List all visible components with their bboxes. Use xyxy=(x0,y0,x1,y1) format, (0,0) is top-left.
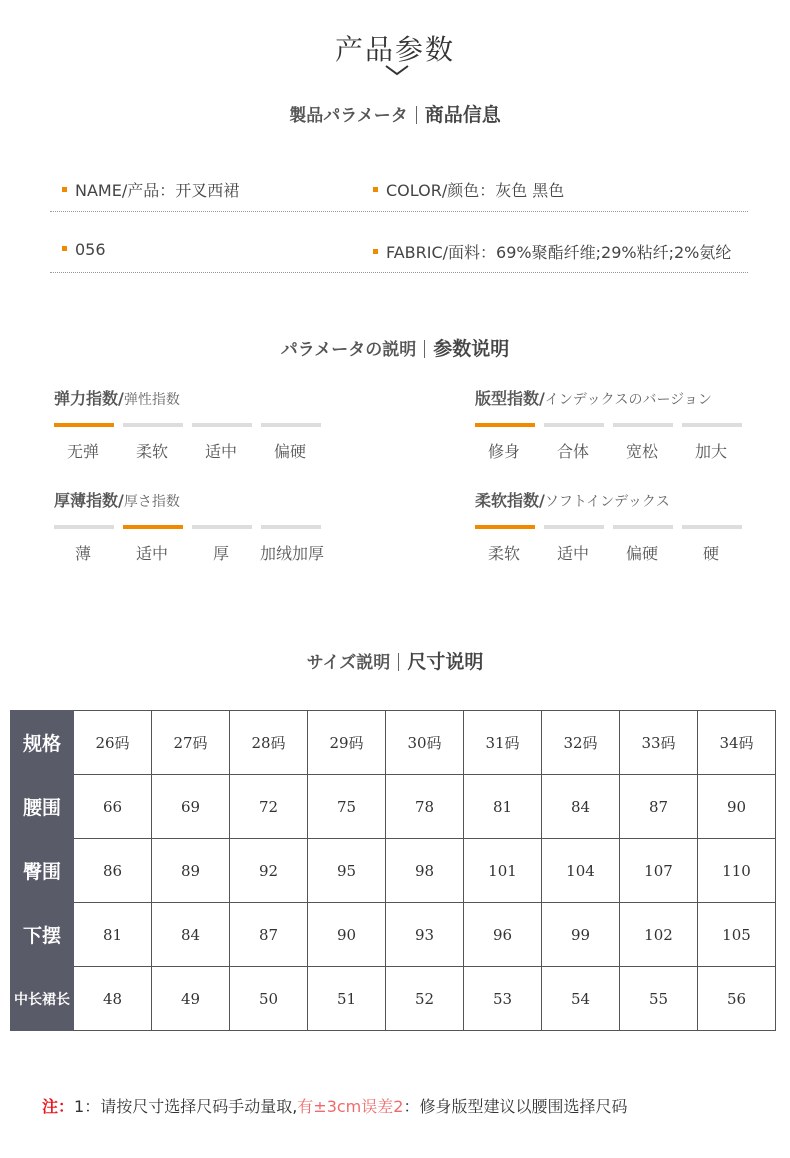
table-cell: 87 xyxy=(620,775,698,839)
section-title-params-jp: パラメータの説明 xyxy=(280,340,417,360)
table-cell: 104 xyxy=(542,839,620,903)
table-cell: 48 xyxy=(74,967,152,1031)
table-cell: 98 xyxy=(386,839,464,903)
section-title-size xyxy=(0,647,790,674)
param-option-label: 适中 xyxy=(204,442,237,461)
table-cell: 72 xyxy=(230,775,308,839)
param-title xyxy=(475,488,670,511)
param-option-label: 加绒加厚 xyxy=(260,544,325,563)
param-title-sub: ソフトインデックス xyxy=(544,494,670,510)
param-bar xyxy=(682,423,742,427)
param-option-label: 宽松 xyxy=(625,442,658,461)
table-cell: 49 xyxy=(152,967,230,1031)
table-cell: 92 xyxy=(230,839,308,903)
param-option-label: 薄 xyxy=(74,544,91,563)
table-cell: 31码 xyxy=(464,711,542,775)
table-cell: 86 xyxy=(74,839,152,903)
table-cell: 90 xyxy=(698,775,776,839)
table-cell: 93 xyxy=(386,903,464,967)
param-bar xyxy=(613,423,673,427)
table-cell: 87 xyxy=(230,903,308,967)
table-cell: 69 xyxy=(152,775,230,839)
table-cell: 51 xyxy=(308,967,386,1031)
dotted-divider xyxy=(50,211,748,212)
bullet-icon xyxy=(62,246,67,251)
table-cell: 96 xyxy=(464,903,542,967)
chevron-down-icon xyxy=(384,62,410,78)
param-option-label: 硬 xyxy=(702,544,719,563)
table-cell: 34码 xyxy=(698,711,776,775)
table-cell: 84 xyxy=(542,775,620,839)
section-title-product xyxy=(0,100,790,127)
info-color-text: COLOR/颜色：灰色 黑色 xyxy=(386,181,565,200)
table-cell: 54 xyxy=(542,967,620,1031)
param-option-label: 适中 xyxy=(135,544,168,563)
row-header: 下摆 xyxy=(11,903,74,967)
divider xyxy=(398,653,399,671)
table-cell: 101 xyxy=(464,839,542,903)
table-cell: 84 xyxy=(152,903,230,967)
param-title-sub: インデックスのバージョン xyxy=(544,392,712,408)
table-cell: 29码 xyxy=(308,711,386,775)
section-title-size-jp: サイズ説明 xyxy=(306,653,391,673)
param-bar xyxy=(682,525,742,529)
page-title: 产品参数 xyxy=(334,33,455,66)
row-header: 中长裙长 xyxy=(11,967,74,1031)
info-code-text: 056 xyxy=(75,240,106,259)
param-option-label: 柔软 xyxy=(135,442,168,461)
info-fabric xyxy=(373,240,731,263)
table-cell: 53 xyxy=(464,967,542,1031)
param-title-main: 厚薄指数/ xyxy=(54,491,124,510)
param-option-label: 无弹 xyxy=(66,442,99,461)
param-bar xyxy=(544,525,604,529)
table-cell: 50 xyxy=(230,967,308,1031)
table-cell: 28码 xyxy=(230,711,308,775)
table-row xyxy=(11,967,776,1031)
param-bar-selected xyxy=(123,525,183,529)
table-cell: 66 xyxy=(74,775,152,839)
param-option-label: 适中 xyxy=(556,544,589,563)
param-bar xyxy=(192,423,252,427)
param-option-label: 厚 xyxy=(212,544,229,563)
row-header: 臀围 xyxy=(11,839,74,903)
param-bar xyxy=(613,525,673,529)
table-cell: 105 xyxy=(698,903,776,967)
param-option-label: 偏硬 xyxy=(273,442,306,461)
table-row xyxy=(11,711,776,775)
table-cell: 75 xyxy=(308,775,386,839)
table-cell: 95 xyxy=(308,839,386,903)
param-bar xyxy=(54,525,114,529)
info-code xyxy=(62,240,106,259)
param-bar xyxy=(192,525,252,529)
table-cell: 81 xyxy=(74,903,152,967)
table-cell: 78 xyxy=(386,775,464,839)
divider xyxy=(416,106,417,124)
param-option-label: 柔软 xyxy=(487,544,520,563)
divider xyxy=(424,340,425,358)
param-option-label: 修身 xyxy=(487,442,520,461)
table-cell: 56 xyxy=(698,967,776,1031)
bullet-icon xyxy=(373,187,378,192)
table-cell: 90 xyxy=(308,903,386,967)
table-cell: 107 xyxy=(620,839,698,903)
param-title-sub: 弹性指数 xyxy=(123,392,180,408)
table-row xyxy=(11,903,776,967)
info-fabric-text: FABRIC/面料：69%聚酯纤维;29%粘纤;2%氨纶 xyxy=(386,243,732,262)
param-bar xyxy=(544,423,604,427)
table-cell: 55 xyxy=(620,967,698,1031)
note-prefix: 注： xyxy=(42,1097,75,1116)
param-bar-selected xyxy=(475,423,535,427)
section-title-params-cn: 参数说明 xyxy=(433,338,510,360)
param-title xyxy=(54,386,180,409)
table-cell: 99 xyxy=(542,903,620,967)
table-cell: 89 xyxy=(152,839,230,903)
table-row xyxy=(11,839,776,903)
param-title xyxy=(475,386,712,409)
row-header: 腰围 xyxy=(11,775,74,839)
table-cell: 27码 xyxy=(152,711,230,775)
table-cell: 102 xyxy=(620,903,698,967)
table-cell: 30码 xyxy=(386,711,464,775)
table-cell: 32码 xyxy=(542,711,620,775)
param-option-label: 偏硬 xyxy=(625,544,658,563)
param-option-label: 合体 xyxy=(556,442,589,461)
section-title-size-cn: 尺寸说明 xyxy=(407,651,484,673)
dotted-divider xyxy=(50,272,748,273)
section-title-product-jp: 製品パラメータ xyxy=(289,106,408,126)
table-cell: 81 xyxy=(464,775,542,839)
table-cell: 33码 xyxy=(620,711,698,775)
param-title-sub: 厚さ指数 xyxy=(123,494,180,510)
size-table xyxy=(10,710,776,1031)
row-header: 规格 xyxy=(11,711,74,775)
param-bar-selected xyxy=(54,423,114,427)
note-part3: ：修身版型建议以腰围选择尺码 xyxy=(403,1097,628,1116)
param-bar-selected xyxy=(475,525,535,529)
note-part1: 1：请按尺寸选择尺码手动量取, xyxy=(74,1097,298,1116)
table-row xyxy=(11,775,776,839)
size-note xyxy=(42,1094,627,1117)
param-title xyxy=(54,488,180,511)
bullet-icon xyxy=(62,187,67,192)
info-color xyxy=(373,178,564,201)
param-bar xyxy=(261,423,321,427)
param-title-main: 弹力指数/ xyxy=(54,389,124,408)
section-title-product-cn: 商品信息 xyxy=(424,104,501,126)
table-cell: 110 xyxy=(698,839,776,903)
info-name-text: NAME/产品：开叉西裙 xyxy=(75,181,240,200)
param-bar xyxy=(261,525,321,529)
section-title-params xyxy=(0,334,790,361)
param-option-label: 加大 xyxy=(694,442,727,461)
param-bar xyxy=(123,423,183,427)
note-part2: 有±3cm误差2 xyxy=(297,1097,404,1116)
bullet-icon xyxy=(373,249,378,254)
info-name xyxy=(62,178,239,201)
param-title-main: 版型指数/ xyxy=(475,389,545,408)
table-cell: 26码 xyxy=(74,711,152,775)
table-cell: 52 xyxy=(386,967,464,1031)
param-title-main: 柔软指数/ xyxy=(475,491,545,510)
